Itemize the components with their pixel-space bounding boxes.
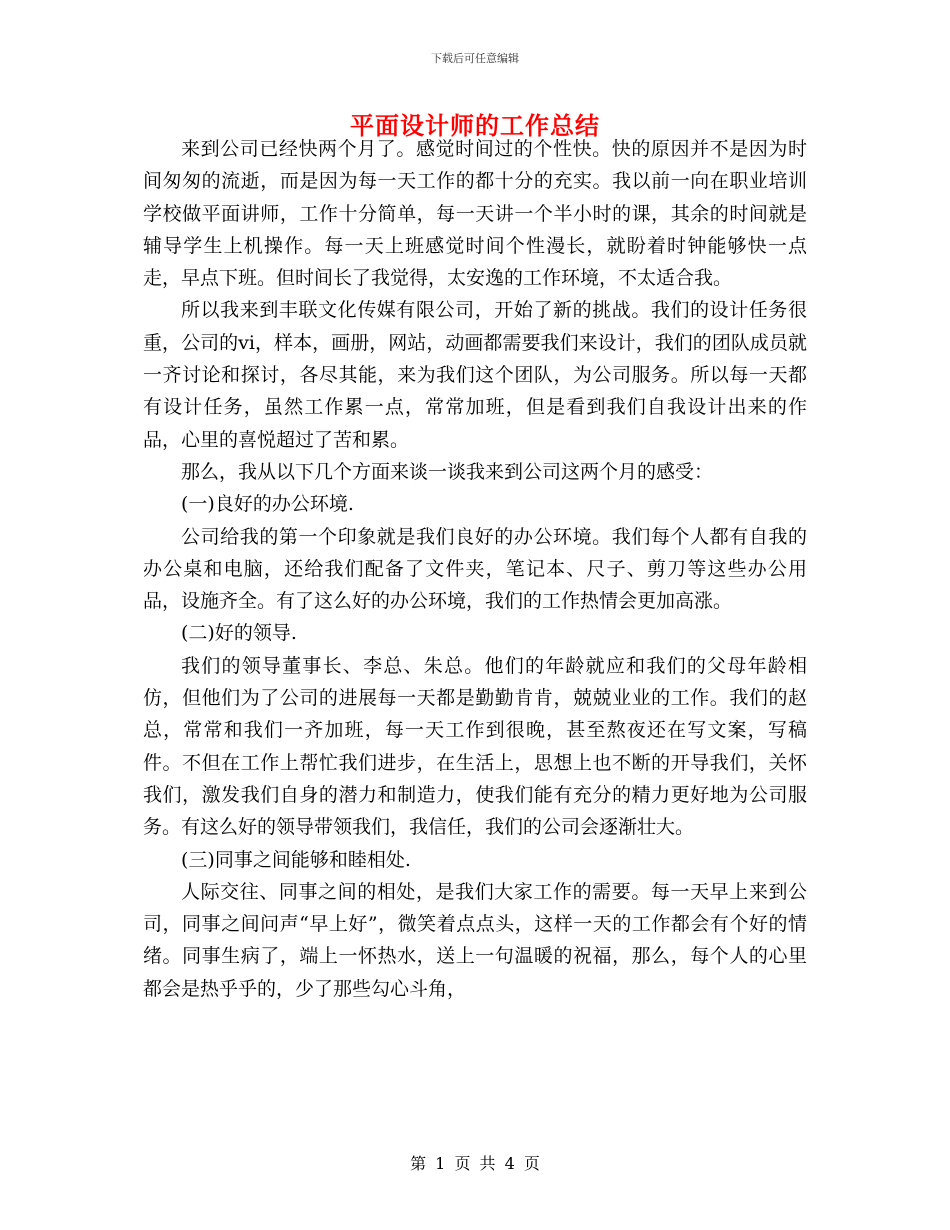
body-paragraph: 我们的领导董事长、李总、朱总。他们的年龄就应和我们的父母年龄相仿，但他们为了公司的进展每一天都是勤勤肯肯，兢兢业业的工作。我们的赵总，常常和我们一齐加班，每一天工作到很晚，甚至熬夜还在写文案，写稿件。不但在工作上帮忙我们进步，在生活上，思想上也不断的开导我们，关怀我们，激发我们自身的潜力和制造力，使我们能有充分的精力更好地为公司服务。有这么好的领导带领我们，我信任，我们的公司会逐渐壮大。	[143, 654, 807, 839]
section-heading-1: (一)良好的办公环境.	[181, 493, 354, 516]
body-paragraph: 公司给我的第一个印象就是我们良好的办公环境。我们每个人都有自我的办公桌和电脑，还给我们配备了文件夹，笔记本、尺子、剪刀等这些办公用品，设施齐全。有了这么好的办公环境，我们的工作热情会更加高涨。	[143, 525, 807, 613]
body-paragraph: 人际交往、同事之间的相处，是我们大家工作的需要。每一天早上来到公司，同事之间问声“早上好”，微笑着点点头，这样一天的工作都会有个好的情绪。同事生病了，端上一怀热水，送上一句温暖的祝福，那么，每个人的心里都会是热乎乎的，少了那些勾心斗角，	[143, 880, 807, 1000]
section-heading-2: (二)好的领导.	[181, 622, 297, 645]
document-body	[143, 133, 807, 1005]
document-title: 平面设计师的工作总结	[350, 112, 600, 140]
body-paragraph: 来到公司已经快两个月了。感觉时间过的个性快。快的原因并不是因为时间匆匆的流逝，而是因为每一天工作的都十分的充实。我以前一向在职业培训学校做平面讲师，工作十分简单，每一天讲一个半小时的课，其余的时间就是辅导学生上机操作。每一天上班感觉时间个性漫长，就盼着时钟能够快一点走，早点下班。但时间长了我觉得，太安逸的工作环境，不太适合我。	[143, 138, 807, 290]
body-paragraph: 那么，我从以下几个方面来谈一谈我来到公司这两个月的感受：	[181, 460, 714, 483]
section-heading-3: (三)同事之间能够和睦相处.	[181, 848, 411, 871]
page-number-indicator: 第 1 页 共 4 页	[410, 1154, 540, 1173]
page-header-note: 下载后可任意编辑	[431, 52, 519, 65]
body-paragraph: 所以我来到丰联文化传媒有限公司，开始了新的挑战。我们的设计任务很重，公司的vi，样本，画册，网站，动画都需要我们来设计，我们的团队成员就一齐讨论和探讨，各尽其能，来为我们这个团队，为公司服务。所以每一天都有设计任务，虽然工作累一点，常常加班，但是看到我们自我设计出来的作品，心里的喜悦超过了苦和累。	[143, 299, 807, 451]
